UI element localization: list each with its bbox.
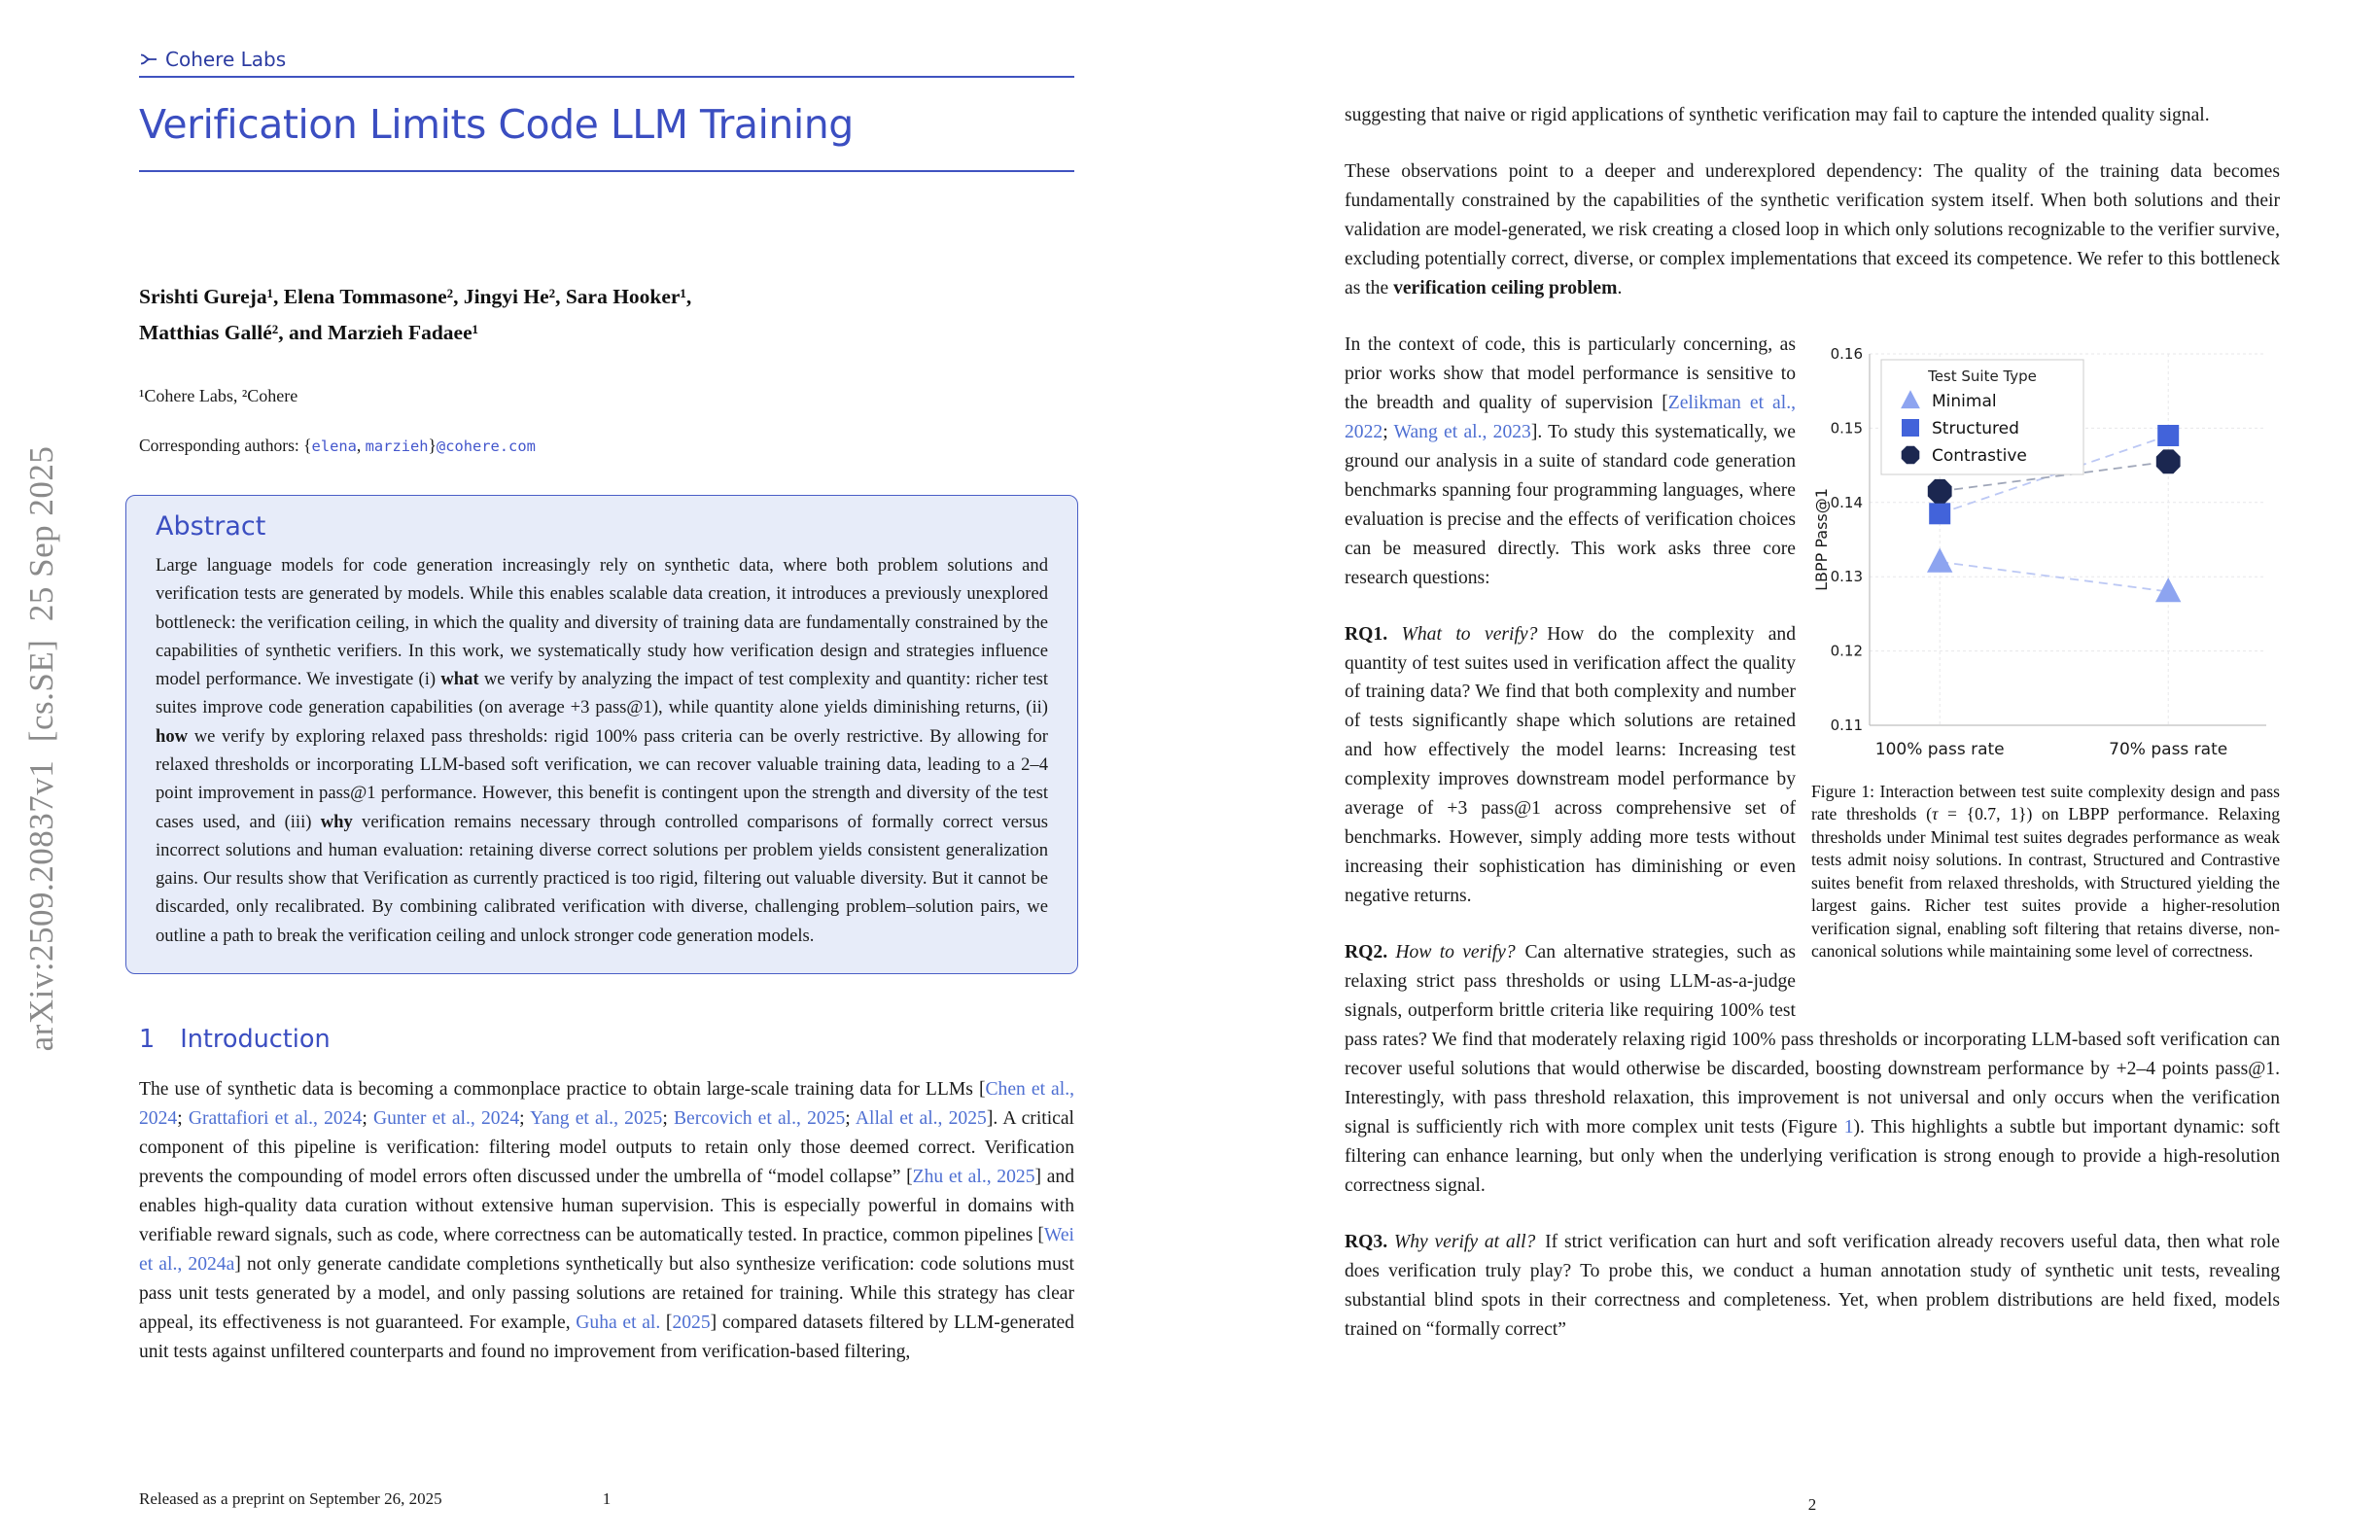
citation-link[interactable]: Zhu et al., 2025 — [912, 1166, 1035, 1187]
page-1 — [139, 47, 1074, 1367]
text-segment: verification ceiling problem — [1393, 277, 1618, 298]
page-2-number: 2 — [1807, 1495, 1817, 1514]
text-segment: RQ1. — [1345, 623, 1388, 645]
text-segment: RQ3. — [1345, 1231, 1388, 1252]
paragraph-context-of-code: In the context of code, this is particularly concerning, as prior works show that model performance is sensitive to the breadth and quality of supervision [Zelikman et al., 2022; Wang et al., 2023]. To study this systematically, we ground our analysis in a suite of standard code generation benchmarks spanning four programming languages, where evaluation is precise and the effects of verification choices can be measured directly. This work asks three core research questions: — [1345, 333, 1796, 588]
svg-text:LBPP Pass@1: LBPP Pass@1 — [1812, 487, 1831, 591]
authors-line-1: Srishti Gureja¹, Elena Tommasone², Jingyi He², Sara Hooker¹, — [139, 285, 692, 309]
paragraph-rq3: RQ3. Why verify at all? If strict verification can hurt and soft verification already recovers useful data, then what role does verification truly play? To probe this, we conduct a human annotation study of synthetic unit tests, revealing substantial blind spots in their correctness and completeness. Yet, when problem distributions are held fixed, models trained on “formally correct” — [1345, 1231, 2280, 1340]
section-number: 1 — [139, 1024, 156, 1054]
page-2 — [1345, 101, 2280, 1372]
email-link[interactable]: marzieh — [365, 438, 429, 456]
citation-link[interactable]: Grattafiori et al., 2024 — [188, 1107, 363, 1129]
svg-text:70% pass rate: 70% pass rate — [2109, 739, 2228, 759]
text-segment: How to verify? — [1395, 942, 1516, 963]
citation-link[interactable]: Wei et al., 2024a — [139, 1224, 1074, 1275]
page-2-footer — [1345, 1495, 2280, 1515]
citation-link[interactable]: Gunter et al., 2024 — [372, 1107, 520, 1129]
svg-text:0.16: 0.16 — [1830, 344, 1863, 363]
citation-link[interactable]: 2025 — [672, 1312, 711, 1333]
introduction-paragraph: The use of synthetic data is becoming a commonplace practice to obtain large-scale training data for LLMs [Chen et al., 2024; Grattafiori et al., 2024; Gunter et al., 2024; Yang et al., 2025; Bercovich et al., 2025; Allal et al., 2025]. A critical component of this pipeline is verification: filtering model outputs to retain only those deemed correct. Verification prevents the compounding of model errors often discussed under the umbrella of “model collapse” [Zhu et al., 2025] and enables high-quality data curation without extensive human supervision. This is especially powerful in domains with verifiable reward signals, such as code, where correctness can be automatically tested. In practice, common pipelines [Wei et al., 2024a] not only generate candidate completions synthetically but also synthesize verification: code solutions must pass unit tests generated by a model, and only passing solutions are retained for training. While this strategy has clear appeal, its effectiveness is not guaranteed. For example, Guha et al. [2025] compared datasets filtered by LLM-generated unit tests against unfiltered counterparts and found no improvement from verification-based filtering, — [139, 1078, 1074, 1362]
abstract-title: Abstract — [156, 511, 266, 542]
page-1-number: 1 — [602, 1489, 612, 1508]
figure-1-chart — [1811, 344, 2280, 764]
paragraph-quality-signal: suggesting that naive or rigid applications of synthetic verification may fail to capture the intended quality signal. — [1345, 105, 2210, 125]
affiliations: ¹Cohere Labs, ²Cohere — [139, 386, 298, 406]
citation-link[interactable]: Bercovich et al., 2025 — [673, 1107, 846, 1129]
cohere-labs-logo — [139, 47, 1074, 72]
footer-note: Released as a preprint on September 26, 2025 — [139, 1489, 442, 1508]
page-1-footer — [139, 1489, 1074, 1509]
abstract-box — [125, 495, 1078, 974]
email-link[interactable]: elena — [311, 438, 357, 456]
text-segment: how — [156, 725, 189, 747]
svg-text:0.13: 0.13 — [1830, 568, 1863, 586]
svg-text:Minimal: Minimal — [1932, 391, 1997, 411]
header-rule — [139, 76, 1074, 78]
figure-1 — [1811, 344, 2280, 963]
svg-text:0.12: 0.12 — [1830, 642, 1863, 660]
paragraph-verification-ceiling: These observations point to a deeper and underexplored dependency: The quality of the training data becomes fundamentally constrained by the capabilities of the synthetic verification system itself. When both solutions and their validation are model-generated, we risk creating a closed loop in which only solutions recognizable to the verifier survive, excluding potentially correct, diverse, or complex implementations that exceed its competence. We refer to this bottleneck as the verification ceiling problem. — [1345, 160, 2280, 298]
citation-link[interactable]: Wang et al., 2023 — [1393, 421, 1531, 442]
citation-link[interactable]: Zelikman et al., 2022 — [1345, 392, 1796, 442]
citation-link[interactable]: 1 — [1843, 1117, 1854, 1138]
section-title: Introduction — [180, 1024, 331, 1054]
citation-link[interactable]: Yang et al., 2025 — [530, 1107, 663, 1129]
svg-text:Structured: Structured — [1932, 418, 2019, 438]
abstract-body: Large language models for code generation increasingly rely on synthetic data, where both problem solutions and verification tests are generated by models. While this enables scalable data creation, it introduces a previously unexplored bottleneck: the verification ceiling, in which the quality and diversity of training data are fundamentally constrained by the capabilities of synthetic verifiers. In this work, we systematically study how verification design and strategies influence model performance. We investigate (i) what we verify by analyzing the impact of test complexity and quantity: richer test suites improve code generation capabilities (on average +3 pass@1), while quantity alone yields diminishing returns, (ii) how we verify by exploring relaxed pass thresholds: rigid 100% pass criteria can be overly restrictive. By allowing for relaxed thresholds or incorporating LLM-based soft verification, we can recover valuable training data, leading to a 2–4 point improvement in pass@1 performance. However, this benefit is contingent upon the strength and diversity of the test cases used, and (iii) why verification remains necessary through controlled comparisons of formally correct versus incorrect solutions and human evaluation: retaining diverse correct solutions per problem yields consistent generalization gains. Our results show that Verification as currently practiced is too rigid, filtering out valuable diversity. But it cannot be discarded, only recalibrated. By combining calibrated verification with diverse, challenging problem–solution pairs, we outline a path to break the verification ceiling and unlock stronger code generation models. — [156, 555, 1048, 946]
title-rule — [139, 170, 1074, 172]
svg-text:Contrastive: Contrastive — [1932, 445, 2027, 466]
authors — [139, 279, 1074, 351]
text-segment: why — [320, 811, 353, 832]
svg-text:Test Suite Type: Test Suite Type — [1928, 367, 2037, 385]
svg-text:0.14: 0.14 — [1830, 493, 1863, 511]
citation-link[interactable]: Allal et al., 2025 — [855, 1107, 987, 1129]
section-heading-introduction — [139, 1025, 1074, 1054]
paragraph-rq2: RQ2. How to verify? Can alternative strategies, such as relaxing strict pass thresholds or using LLM-as-a-judge signals, outperform brittle criteria like requiring 100% test pass rates? We find that moderately relaxing rigid 100% pass thresholds or incorporating LLM-based soft verification can recover useful solutions that would otherwise be discarded, boosting downstream performance by +2–4 points pass@1. Interestingly, with pass threshold relaxation, this improvement is not universal and only occurs when the verification signal is sufficiently rich with more complex unit tests (Figure 1). This highlights a subtle but important dynamic: soft filtering can enhance learning, but only when the underlying verification is strong enough to provide a high-resolution correctness signal. — [1345, 942, 2281, 1196]
authors-line-2: Matthias Gallé², and Marzieh Fadaee¹ — [139, 321, 479, 345]
corresponding-authors: Corresponding authors: {elena, marzieh}@cohere.com — [139, 436, 536, 456]
text-segment: What to verify? — [1401, 623, 1538, 645]
text-segment: what — [440, 669, 479, 690]
text-segment: τ — [1932, 804, 1939, 824]
arxiv-watermark: arXiv:2509.20837v1 [cs.SE] 25 Sep 2025 — [22, 445, 60, 1052]
svg-text:100% pass rate: 100% pass rate — [1874, 739, 2005, 759]
paper-title: Verification Limits Code LLM Training — [139, 101, 854, 148]
logo-text: Cohere Labs — [165, 48, 287, 71]
email-link[interactable]: @cohere.com — [436, 438, 536, 456]
cohere-logo-icon — [139, 50, 158, 69]
text-segment: Why verify at all? — [1393, 1231, 1536, 1252]
text-segment: RQ2. — [1345, 942, 1388, 963]
figure-1-caption: Figure 1: Interaction between test suite complexity design and pass rate thresholds (τ = {0.7, 1}) on LBPP performance. Relaxing thresholds under Minimal test suites degrades performance as weak tests admit noisy solutions. In contrast, Structured and Contrastive suites benefit from relaxed thresholds, with Structured yielding the largest gains. Richer test suites provide a higher-resolution verification signal, enabling soft filtering that retains diverse, non-canonical solutions while maintaining some level of correctness. — [1811, 781, 2280, 962]
citation-link[interactable]: Guha et al. — [576, 1312, 661, 1333]
citation-link[interactable]: Chen et al., 2024 — [139, 1078, 1074, 1129]
svg-text:0.15: 0.15 — [1830, 419, 1863, 438]
paragraph-rq1: RQ1. What to verify? How do the complexity and quantity of test suites used in verification affect the quality of training data? We find that both complexity and number of tests significantly shape which solutions are retained and how effectively the model learns: Increasing test complexity improves downstream model performance by average of +3 pass@1 across comprehensive set of benchmarks. However, simply adding more tests without increasing their sophistication has diminishing or even negative returns. — [1345, 623, 1797, 907]
svg-text:0.11: 0.11 — [1830, 716, 1863, 734]
